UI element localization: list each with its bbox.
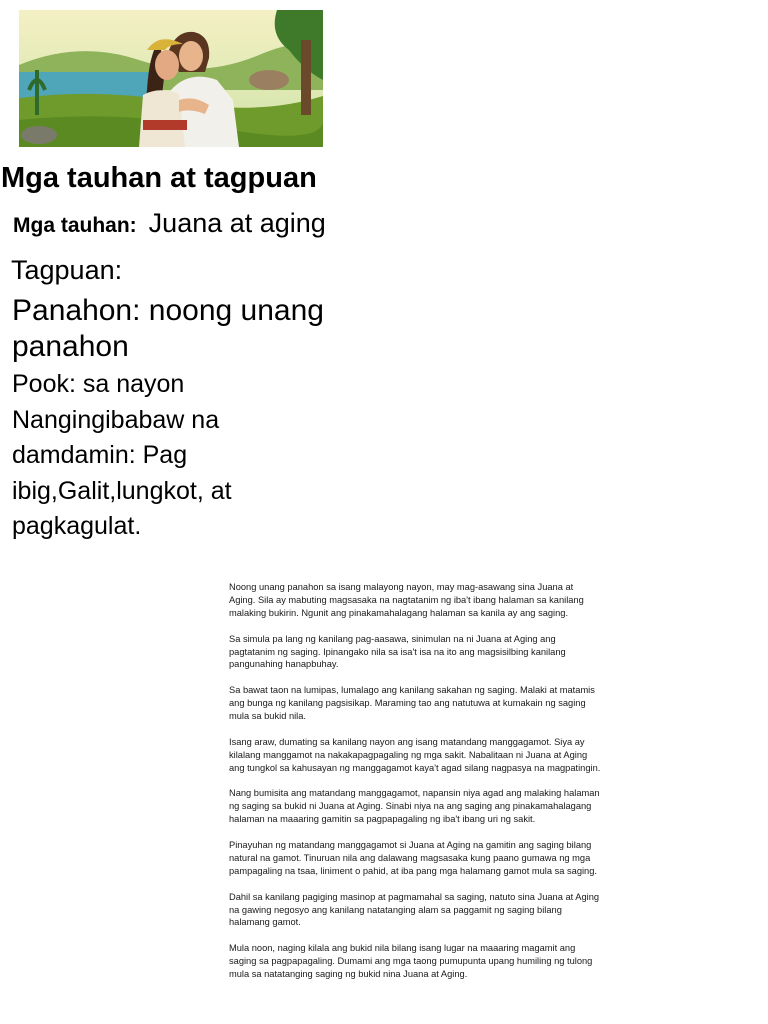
- tauhan-label: Mga tauhan:: [13, 214, 137, 237]
- story-paragraph: Sa bawat taon na lumipas, lumalago ang kanilang sakahan ng saging. Malaki at matamis ang bunga ng kanilang pagsisikap. Maraming tao ang natutuwa at kumakain ng saging mula sa bukid nila.: [229, 685, 595, 722]
- story-paragraph: Isang araw, dumating sa kanilang nayon ang isang matandang manggagamot. Siya ay kilalang manggamot na nakakapagpagaling ng mga sakit. Nabalitaan ni Juana at Aging ang tungkol sa kahusayan ng manggagamot kaya't agad silang nagpasya na magpatingin.: [229, 736, 601, 773]
- tauhan-row: [13, 208, 326, 239]
- panahon-text: Panahon: noong unang panahon: [12, 294, 324, 363]
- couple-landscape-illustration: [19, 10, 323, 147]
- page-title: Mga tauhan at tagpuan: [1, 162, 317, 194]
- story-paragraph: Sa simula pa lang ng kanilang pag-aasawa, sinimulan na ni Juana at Aging ang pagtatanim ng saging. Ipinangako nila sa isa't isa na ito ang magsisilbing kanilang pangunahing hanapbuhay.: [229, 633, 566, 670]
- tagpuan-label: Tagpuan:: [11, 255, 123, 285]
- couple-illustration: [19, 10, 323, 147]
- story-paragraph: Noong unang panahon sa isang malayong nayon, may mag-asawang sina Juana at Aging. Sila ay mabuting magsasaka na nagtatanim ng iba't ibang halaman sa kanilang malaking bukirin. Ngunit ang pinakamahalagang halaman sa kanila ay ang saging.: [229, 582, 584, 618]
- story-paragraph: Pinayuhan ng matandang manggagamot si Juana at Aging na gamitin ang saging bilang natural na gamot. Tinuruan nila ang dalawang magsasaka kung paano gumawa ng mga pampagaling na tsaa, liniment o pahid, at iba pang mga halamang gamot mula sa saging.: [229, 840, 597, 876]
- story-paragraph: Dahil sa kanilang pagiging masinop at pagmamahal sa saging, natuto sina Juana at Aging na gawing negosyo ang kanilang natatanging alam sa paggamit ng saging bilang halamang gamot.: [229, 891, 600, 928]
- story-paragraph: Mula noon, naging kilala ang bukid nila bilang isang lugar na maaaring magamit ang saging sa pagpapagaling. Dumami ang mga taong pumupunta upang humiling ng tulong mula sa natatanging saging ng bukid nina Juana at Aging.: [229, 943, 593, 980]
- story-paragraph: Nang bumisita ang matandang manggagamot, napansin niya agad ang malaking halaman ng saging sa bukid ni Juana at Aging. Sinabi niya na ang saging ang pinakamahalagang halaman na maaaring gamitin sa pagpapagaling ng iba't ibang uri ng sakit.: [229, 788, 600, 825]
- story-text: [229, 581, 601, 994]
- tauhan-value: Juana at aging: [148, 208, 326, 238]
- pook-damdamin-text: Pook: sa nayon Nangingibabaw na damdamin: Pag ibig,Galit,lungkot, at pagkagulat.: [12, 370, 232, 540]
